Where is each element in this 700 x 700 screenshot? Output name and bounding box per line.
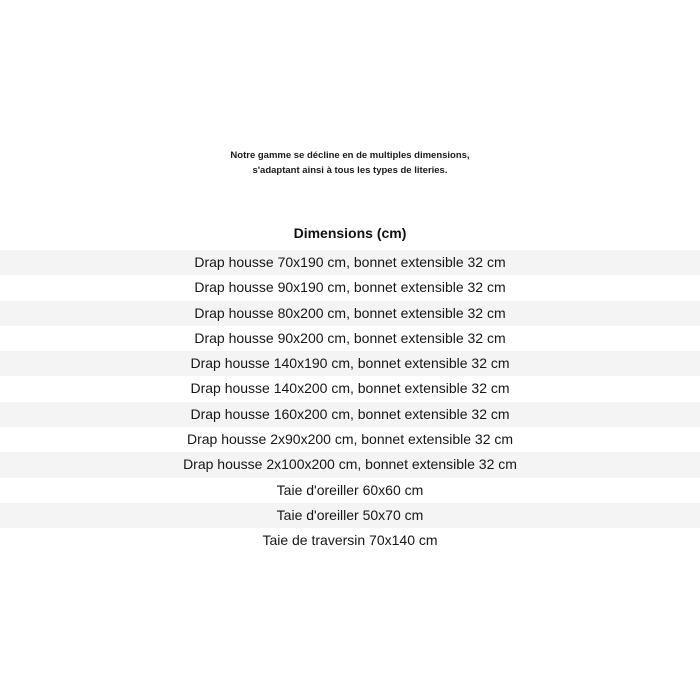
table-row: Taie de traversin 70x140 cm: [262, 532, 438, 549]
table-row: Drap housse 140x190 cm, bonnet extensible 32 cm: [0, 351, 700, 376]
table-row: Drap housse 90x190 cm, bonnet extensible 32 cm: [194, 279, 506, 296]
table-row: Drap housse 70x190 cm, bonnet extensible 32 cm: [0, 250, 700, 275]
table-row: Taie d'oreiller 60x60 cm: [276, 481, 424, 498]
table-row: Drap housse 2x90x200 cm, bonnet extensible 32 cm: [186, 431, 514, 448]
table-row: Drap housse 160x200 cm, bonnet extensible 32 cm: [0, 402, 700, 427]
table-row: Drap housse 2x100x200 cm, bonnet extensible 32 cm: [0, 452, 700, 477]
table-row: Drap housse 140x200 cm, bonnet extensible 32 cm: [190, 380, 510, 397]
intro-line-2: s'adaptant ainsi à tous les types de literies.: [252, 165, 448, 176]
table-row: Drap housse 90x200 cm, bonnet extensible 32 cm: [194, 329, 506, 346]
table-row: Taie d'oreiller 50x70 cm: [0, 503, 700, 528]
dimensions-heading: Dimensions (cm): [293, 225, 407, 241]
dimensions-table: [0, 250, 700, 554]
table-row: Drap housse 80x200 cm, bonnet extensible 32 cm: [0, 301, 700, 326]
intro-text: [0, 148, 700, 178]
intro-line-1: Notre gamme se décline en de multiples dimensions,: [230, 150, 470, 161]
